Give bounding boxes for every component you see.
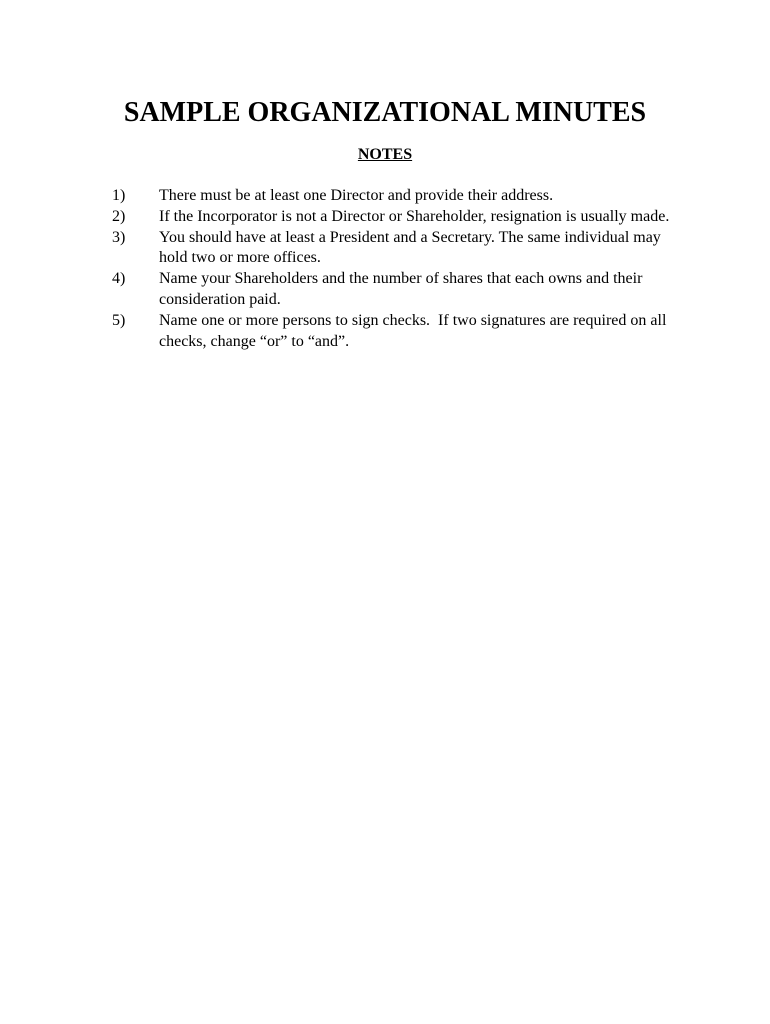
note-text: Name your Shareholders and the number of shares that each owns and their consideration paid. [159,270,647,308]
notes-list [112,186,682,352]
list-item [112,269,682,311]
list-item [112,186,682,207]
note-text: Name one or more persons to sign checks. If two signatures are required on all checks, change “or” to “and”. [159,311,671,350]
note-text: You should have at least a President and a Secretary. The same individual may hold two or more offices. [159,228,665,267]
document-title: SAMPLE ORGANIZATIONAL MINUTES [123,97,647,128]
note-number: 4) [112,270,126,288]
notes-heading: NOTES [357,146,413,163]
note-number: 1) [112,187,126,204]
note-text: If the Incorporator is not a Director or Shareholder, resignation is usually made. [159,207,670,225]
note-number: 2) [112,207,126,225]
list-item [112,228,682,270]
list-item [112,311,682,353]
note-number: 5) [112,311,126,329]
list-item [112,207,682,228]
note-number: 3) [112,228,126,246]
note-text: There must be at least one Director and provide their address. [159,187,554,204]
